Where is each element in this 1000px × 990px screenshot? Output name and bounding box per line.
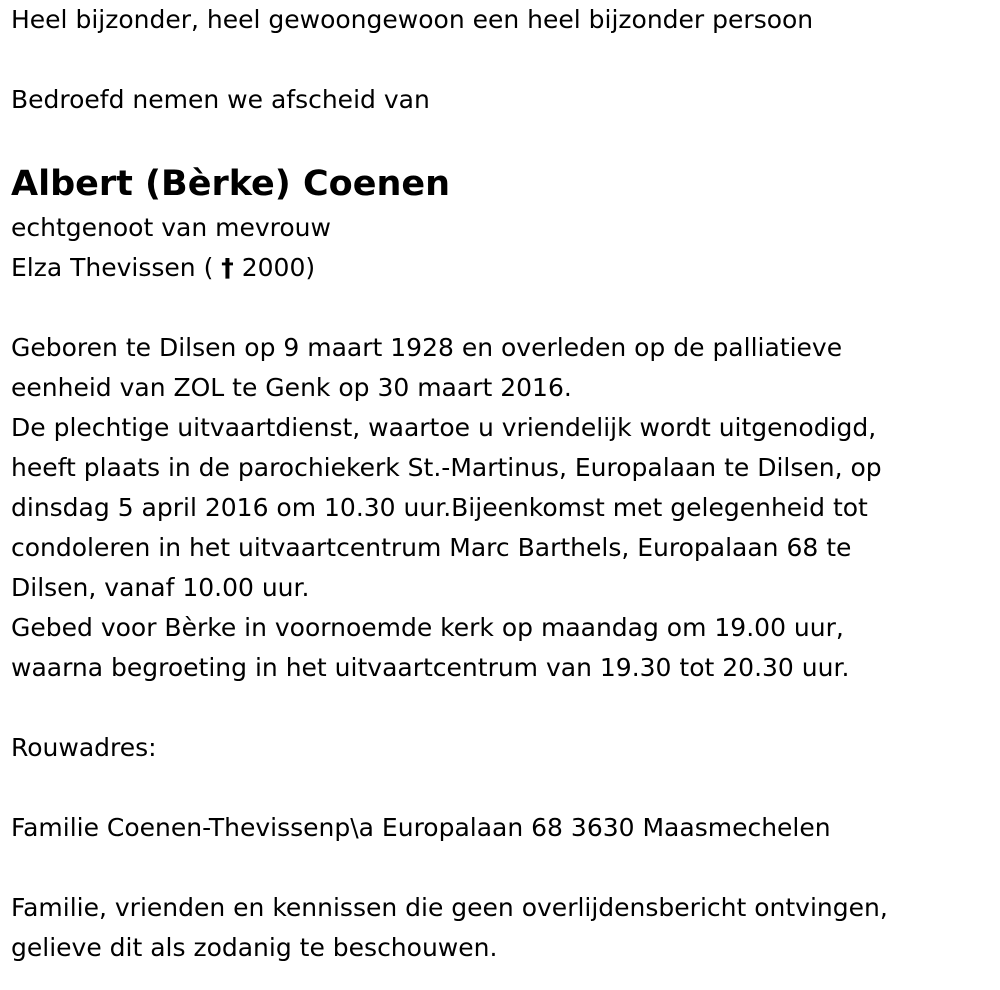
spacer <box>11 848 996 888</box>
spouse-line <box>11 248 996 288</box>
body-line: Geboren te Dilsen op 9 maart 1928 en overleden op de palliatieve <box>11 333 843 362</box>
address-value: Familie Coenen-Thevissenp\a Europalaan 68 3630 Maasmechelen <box>11 813 831 842</box>
spacer <box>11 288 996 328</box>
body-line: De plechtige uitvaartdienst, waartoe u vriendelijk wordt uitgenodigd, <box>11 413 877 442</box>
address-label: Rouwadres: <box>11 733 157 762</box>
closing-line: Familie, vrienden en kennissen die geen overlijdensbericht ontvingen, <box>11 893 888 922</box>
body-line: waarna begroeting in het uitvaartcentrum van 19.30 tot 20.30 uur. <box>11 653 850 682</box>
spacer <box>11 120 996 160</box>
deceased-name: Albert (Bèrke) Coenen <box>11 164 451 204</box>
body-line: heeft plaats in de parochiekerk St.-Martinus, Europalaan te Dilsen, op <box>11 453 882 482</box>
spacer <box>11 688 996 728</box>
spouse-death-year: 2000) <box>233 253 316 282</box>
body-line: eenheid van ZOL te Genk op 30 maart 2016. <box>11 373 572 402</box>
spouse-name: Elza Thevissen ( <box>11 253 214 282</box>
spacer <box>11 40 996 80</box>
intro-text: Bedroefd nemen we afscheid van <box>11 85 430 114</box>
body-line: Gebed voor Bèrke in voornoemde kerk op maandag om 19.00 uur, <box>11 613 844 642</box>
tagline: Heel bijzonder, heel gewoongewoon een heel bijzonder persoon <box>11 5 814 34</box>
obituary-document <box>11 0 996 968</box>
cross-icon: † <box>221 253 234 282</box>
closing-line: gelieve dit als zodanig te beschouwen. <box>11 933 498 962</box>
body-line: Dilsen, vanaf 10.00 uur. <box>11 573 310 602</box>
relation-text: echtgenoot van mevrouw <box>11 213 331 242</box>
body-line: condoleren in het uitvaartcentrum Marc Barthels, Europalaan 68 te <box>11 533 852 562</box>
spacer <box>11 768 996 808</box>
body-line: dinsdag 5 april 2016 om 10.30 uur.Bijeenkomst met gelegenheid tot <box>11 493 868 522</box>
